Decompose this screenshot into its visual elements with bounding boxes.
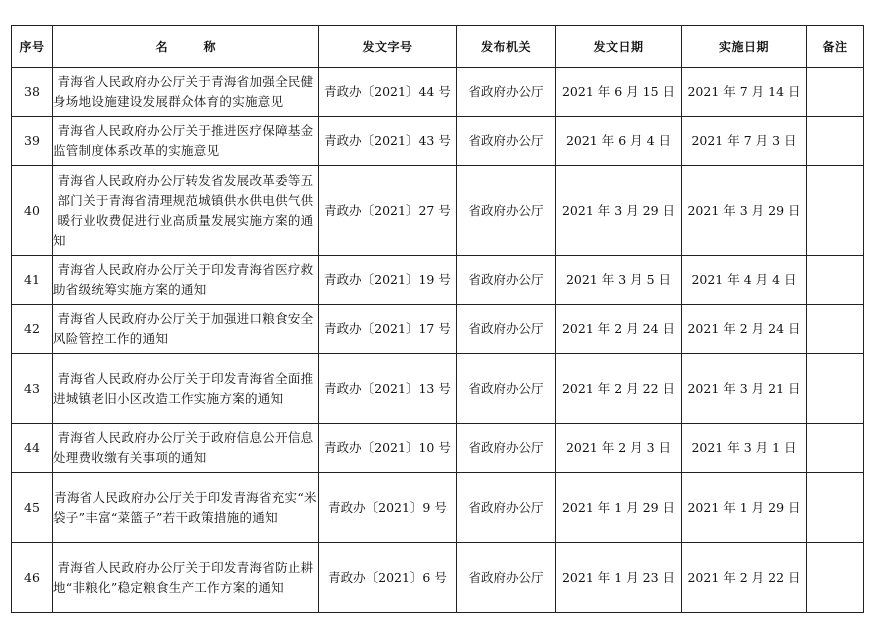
row-name: 青海省人民政府办公厅转发省发展改革委等五部门关于青海省清理规范城镇供水供电供气供暖行业收费促进行业高质量发展实施方案的通知 — [53, 166, 319, 256]
row-remark — [807, 305, 864, 354]
row-effective-date: 2021 年 4 月 4 日 — [682, 256, 807, 305]
table-row — [12, 166, 864, 256]
row-name: 青海省人民政府办公厅关于青海省加强全民健身场地设施建设发展群众体育的实施意见 — [53, 68, 319, 117]
row-remark — [807, 166, 864, 256]
row-seq: 40 — [12, 166, 53, 256]
row-seq: 43 — [12, 354, 53, 424]
row-doc-no: 青政办〔2021〕27 号 — [319, 166, 457, 256]
row-doc-no: 青政办〔2021〕43 号 — [319, 117, 457, 166]
row-effective-date: 2021 年 7 月 14 日 — [682, 68, 807, 117]
row-name: 青海省人民政府办公厅关于印发青海省防止耕地“非粮化”稳定粮食生产工作方案的通知 — [53, 543, 319, 613]
row-remark — [807, 117, 864, 166]
row-issue-date: 2021 年 2 月 3 日 — [556, 424, 682, 473]
row-name: 青海省人民政府办公厅关于印发青海省全面推进城镇老旧小区改造工作实施方案的通知 — [53, 354, 319, 424]
row-seq: 46 — [12, 543, 53, 613]
row-issue-date: 2021 年 3 月 29 日 — [556, 166, 682, 256]
row-effective-date: 2021 年 7 月 3 日 — [682, 117, 807, 166]
row-issue-date: 2021 年 2 月 24 日 — [556, 305, 682, 354]
header-name — [53, 26, 319, 68]
row-doc-no: 青政办〔2021〕9 号 — [319, 473, 457, 543]
header-name-right: 称 — [203, 40, 216, 54]
row-seq: 39 — [12, 117, 53, 166]
row-effective-date: 2021 年 2 月 22 日 — [682, 543, 807, 613]
row-doc-no: 青政办〔2021〕6 号 — [319, 543, 457, 613]
row-issue-date: 2021 年 1 月 29 日 — [556, 473, 682, 543]
row-issue-date: 2021 年 1 月 23 日 — [556, 543, 682, 613]
table-row — [12, 256, 864, 305]
row-seq: 45 — [12, 473, 53, 543]
header-effective-date: 实施日期 — [682, 26, 807, 68]
row-issue-date: 2021 年 6 月 15 日 — [556, 68, 682, 117]
table-row — [12, 117, 864, 166]
row-remark — [807, 424, 864, 473]
table-row — [12, 305, 864, 354]
row-doc-no: 青政办〔2021〕13 号 — [319, 354, 457, 424]
row-issuer: 省政府办公厅 — [457, 68, 556, 117]
row-effective-date: 2021 年 2 月 24 日 — [682, 305, 807, 354]
row-name: 青海省人民政府办公厅关于印发青海省充实“米袋子”丰富“菜篮子”若干政策措施的通知 — [53, 473, 319, 543]
regulations-table — [11, 25, 864, 613]
header-issuer: 发布机关 — [457, 26, 556, 68]
row-name: 青海省人民政府办公厅关于政府信息公开信息处理费收缴有关事项的通知 — [53, 424, 319, 473]
row-doc-no: 青政办〔2021〕44 号 — [319, 68, 457, 117]
header-row — [12, 26, 864, 68]
row-seq: 38 — [12, 68, 53, 117]
row-name: 青海省人民政府办公厅关于印发青海省医疗救助省级统筹实施方案的通知 — [53, 256, 319, 305]
header-name-left: 名 — [155, 40, 168, 54]
row-effective-date: 2021 年 3 月 21 日 — [682, 354, 807, 424]
row-effective-date: 2021 年 1 月 29 日 — [682, 473, 807, 543]
header-doc-no: 发文字号 — [319, 26, 457, 68]
row-name: 青海省人民政府办公厅关于加强进口粮食安全风险管控工作的通知 — [53, 305, 319, 354]
table-row — [12, 473, 864, 543]
table-row — [12, 424, 864, 473]
row-name: 青海省人民政府办公厅关于推进医疗保障基金监管制度体系改革的实施意见 — [53, 117, 319, 166]
row-issuer: 省政府办公厅 — [457, 543, 556, 613]
row-doc-no: 青政办〔2021〕19 号 — [319, 256, 457, 305]
row-issuer: 省政府办公厅 — [457, 256, 556, 305]
row-effective-date: 2021 年 3 月 1 日 — [682, 424, 807, 473]
row-remark — [807, 68, 864, 117]
row-effective-date: 2021 年 3 月 29 日 — [682, 166, 807, 256]
row-seq: 42 — [12, 305, 53, 354]
row-remark — [807, 256, 864, 305]
table-row — [12, 354, 864, 424]
row-remark — [807, 473, 864, 543]
header-issue-date: 发文日期 — [556, 26, 682, 68]
row-issue-date: 2021 年 3 月 5 日 — [556, 256, 682, 305]
row-remark — [807, 543, 864, 613]
row-issuer: 省政府办公厅 — [457, 166, 556, 256]
header-seq: 序号 — [12, 26, 53, 68]
row-doc-no: 青政办〔2021〕17 号 — [319, 305, 457, 354]
row-issuer: 省政府办公厅 — [457, 424, 556, 473]
table-row — [12, 543, 864, 613]
header-remark: 备注 — [807, 26, 864, 68]
row-remark — [807, 354, 864, 424]
row-issue-date: 2021 年 6 月 4 日 — [556, 117, 682, 166]
row-seq: 41 — [12, 256, 53, 305]
row-issuer: 省政府办公厅 — [457, 354, 556, 424]
row-doc-no: 青政办〔2021〕10 号 — [319, 424, 457, 473]
table-row — [12, 68, 864, 117]
row-issuer: 省政府办公厅 — [457, 305, 556, 354]
row-issue-date: 2021 年 2 月 22 日 — [556, 354, 682, 424]
row-issuer: 省政府办公厅 — [457, 473, 556, 543]
row-issuer: 省政府办公厅 — [457, 117, 556, 166]
row-seq: 44 — [12, 424, 53, 473]
